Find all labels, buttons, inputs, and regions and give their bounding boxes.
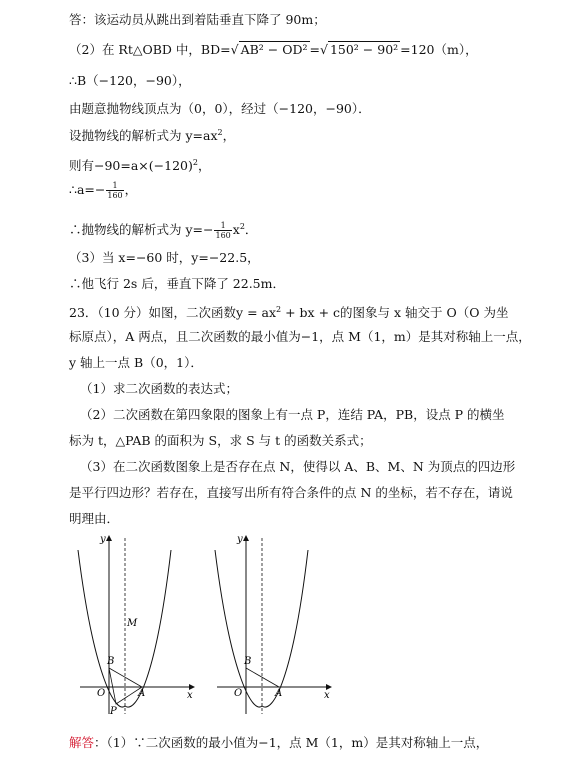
point-p-label: P [110, 706, 117, 717]
answer-line-2: （2）在 Rt△OBD 中，BD=√ AB² − OD² =√ 150² − 90² =120（m）， [69, 42, 478, 57]
x-axis-label: x [187, 690, 193, 701]
answer-line-5: 设抛物线的解析式为 $y=ax^2$， [69, 128, 236, 143]
question-23-part-3-line-2: 是平行四边形？若存在，直接写出所有符合条件的点 N 的坐标，若不存在，请说 [69, 485, 513, 500]
answer-line-1: 答：该运动员从跳出到着陆垂直下降了 90m； [69, 12, 326, 27]
question-23-line-2: 标原点），A 两点，且二次函数的最小值为−1，点 M（1，m）是其对称轴上一点， [69, 329, 531, 344]
x-axis-label: x [324, 690, 330, 701]
point-b-label: B [107, 656, 115, 667]
question-23-part-2-line-2: 标为 t，△PAB 的面积为 S，求 S 与 t 的函数关系式； [69, 433, 372, 448]
question-23-part-3-line-1: （3）在二次函数图象上是否存在点 N，使得以 A、B、M、N 为顶点的四边形 [80, 459, 516, 474]
parabola-curve [78, 550, 171, 707]
question-23-part-1: （1）求二次函数的表达式； [80, 381, 238, 396]
point-b-label: B [244, 656, 252, 667]
question-23-line-3: y 轴上一点 B（0，1）． [69, 355, 203, 370]
point-a-label: A [138, 688, 146, 699]
answer-line-9: （3）当 x=−60 时，y=−22.5， [69, 250, 260, 265]
segment-ab [246, 668, 279, 687]
origin-label: O [234, 688, 243, 699]
point-m-label: M [127, 618, 138, 629]
answer-23-line-1: 解答：（1）∵二次函数的最小值为−1，点 M（1，m）是其对称轴上一点， [69, 735, 489, 750]
answer-label: 解答 [69, 735, 95, 750]
parabola-curve [215, 550, 308, 707]
question-23-line-1: 23．（10 分）如图，二次函数$y = ax^2$ + bx + c的图象与 x 轴交于 O（O 为坐 [69, 305, 509, 320]
question-23-part-3-line-3: 明理由． [69, 511, 120, 526]
answer-line-7: ∴a=− $\frac{1}{160}$ ， [69, 181, 138, 200]
figure-right-parabola [213, 528, 338, 718]
answer-line-8: ∴抛物线的解析式为 y=− $\frac{1}{160}$ $x^2$． [69, 221, 258, 240]
question-23-part-2-line-1: （2）二次函数在第四象限的图象上有一点 P，连结 PA，PB，设点 P 的横坐 [80, 407, 505, 422]
answer-line-6: 则有$-90=a\times(-120)^2$， [69, 158, 211, 173]
y-axis-label: y [100, 534, 106, 545]
figure-left-parabola [76, 528, 201, 718]
point-a-label: A [275, 688, 283, 699]
answer-line-10: ∴他飞行 2s 后，垂直下降了 22.5m． [69, 276, 285, 291]
answer-line-3: ∴B（−120，−90）， [69, 73, 191, 88]
answer-line-4: 由题意抛物线顶点为（0，0），经过（−120，−90）． [69, 101, 371, 116]
origin-label: O [97, 688, 106, 699]
y-axis-label: y [237, 534, 243, 545]
